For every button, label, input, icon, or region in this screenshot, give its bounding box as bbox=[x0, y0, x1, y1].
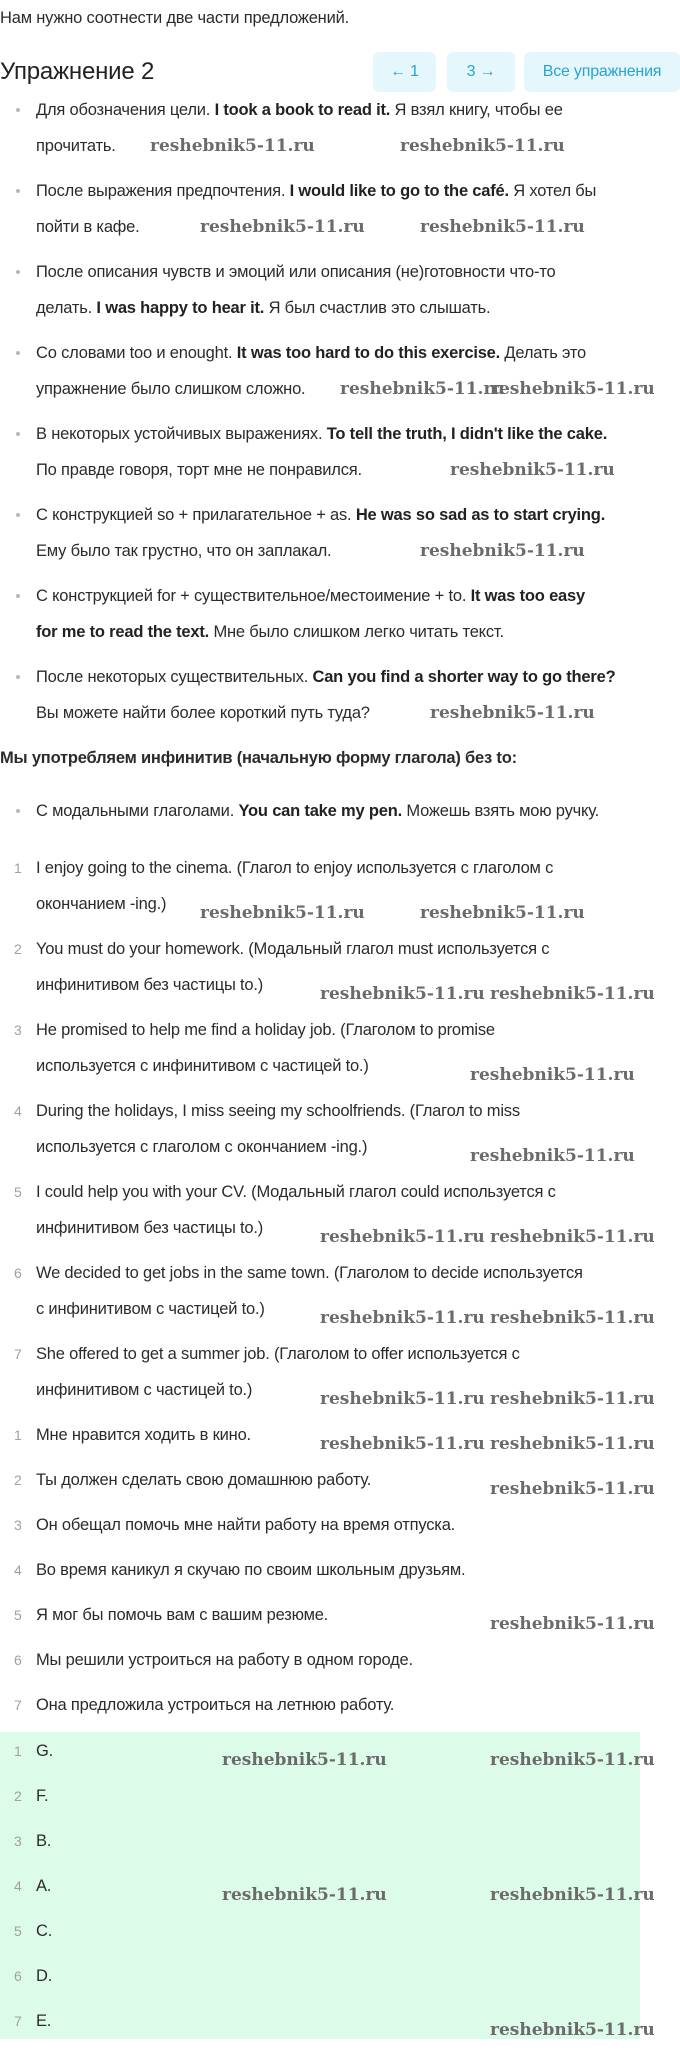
item-number: 4 bbox=[14, 1878, 22, 1894]
text-line bbox=[36, 209, 140, 245]
item-number: 3 bbox=[14, 1833, 22, 1849]
text-segment: используется с глаголом с окончанием -ing.) bbox=[36, 1138, 368, 1156]
example-sentence: You can take my pen. bbox=[238, 802, 402, 820]
text-line bbox=[36, 886, 166, 922]
item-number: 5 bbox=[14, 1184, 22, 1200]
text-segment: Делать это bbox=[500, 344, 587, 362]
text-segment: Для обозначения цели. bbox=[36, 101, 215, 119]
text-line bbox=[36, 1291, 265, 1327]
item-number: 2 bbox=[14, 1472, 22, 1488]
bullet-item bbox=[0, 659, 680, 731]
text-segment: Вы можете найти более короткий путь туда? bbox=[36, 704, 370, 722]
all-exercises-button[interactable]: Все упражнения bbox=[524, 52, 680, 92]
text-line bbox=[36, 1012, 495, 1048]
text-segment: После некоторых существительных. bbox=[36, 668, 313, 686]
numbered-item bbox=[0, 1823, 640, 1859]
item-number: 3 bbox=[14, 1517, 22, 1533]
watermark: reshebnik5-11.ru bbox=[470, 1065, 635, 1085]
text-segment: упражнение было слишком сложно. bbox=[36, 380, 306, 398]
bullet-item bbox=[0, 793, 680, 829]
text-segment: A. bbox=[36, 1877, 52, 1895]
bullet-dot-icon bbox=[16, 594, 20, 598]
numbered-item bbox=[0, 850, 680, 922]
text-line bbox=[36, 254, 555, 290]
bullet-dot-icon bbox=[16, 675, 20, 679]
text-segment: During the holidays, I miss seeing my schoolfriends. (Глагол to miss bbox=[36, 1102, 520, 1120]
text-line bbox=[36, 614, 504, 650]
text-segment: E. bbox=[36, 2012, 52, 2030]
item-number: 7 bbox=[14, 1697, 22, 1713]
numbered-item bbox=[0, 1868, 640, 1904]
text-line bbox=[36, 128, 116, 164]
bullet-item bbox=[0, 416, 680, 488]
text-segment: инфинитивом без частицы to.) bbox=[36, 976, 264, 994]
text-line bbox=[36, 2003, 51, 2039]
watermark: reshebnik5-11.ru bbox=[420, 903, 585, 923]
bullet-item bbox=[0, 335, 680, 407]
item-number: 4 bbox=[14, 1562, 22, 1578]
item-number: 2 bbox=[14, 1788, 22, 1804]
example-sentence: I would like to go to the café. bbox=[289, 182, 509, 200]
watermark: reshebnik5-11.ru bbox=[320, 1434, 485, 1454]
watermark: reshebnik5-11.ru bbox=[490, 2020, 655, 2040]
numbered-item bbox=[0, 1417, 680, 1453]
item-number: 4 bbox=[14, 1103, 22, 1119]
example-sentence: I was happy to hear it. bbox=[96, 299, 265, 317]
numbered-item bbox=[0, 1093, 680, 1165]
watermark: reshebnik5-11.ru bbox=[450, 460, 615, 480]
item-number: 6 bbox=[14, 1265, 22, 1281]
text-line bbox=[36, 578, 585, 614]
bullet-dot-icon bbox=[16, 351, 20, 355]
prev-exercise-button[interactable]: ← 1 bbox=[373, 52, 436, 92]
item-number: 1 bbox=[14, 1427, 22, 1443]
watermark: reshebnik5-11.ru bbox=[320, 984, 485, 1004]
bullet-item bbox=[0, 92, 680, 164]
watermark: reshebnik5-11.ru bbox=[320, 1227, 485, 1247]
text-segment: Можешь взять мою ручку. bbox=[401, 802, 600, 820]
watermark: reshebnik5-11.ru bbox=[490, 1227, 655, 1247]
next-exercise-button[interactable]: 3 → bbox=[447, 52, 515, 92]
text-segment: Я хотел бы bbox=[508, 182, 597, 200]
text-line bbox=[36, 1868, 51, 1904]
text-line bbox=[36, 290, 490, 326]
text-segment: используется с инфинитивом с частицей to.) bbox=[36, 1057, 369, 1075]
russian-translations-list bbox=[0, 1417, 680, 1723]
numbered-item bbox=[0, 2003, 640, 2039]
numbered-item bbox=[0, 1336, 680, 1408]
text-line bbox=[36, 850, 553, 886]
text-line bbox=[36, 1048, 369, 1084]
text-segment: You must do your homework. (Модальный глагол must используется с bbox=[36, 940, 550, 958]
numbered-item bbox=[0, 1778, 640, 1814]
text-segment: Он обещал помочь мне найти работу на время отпуска. bbox=[36, 1516, 456, 1534]
text-segment: I enjoy going to the cinema. (Глагол to enjoy используется с глаголом с bbox=[36, 859, 554, 877]
item-number: 7 bbox=[14, 1346, 22, 1362]
text-segment: делать. bbox=[36, 299, 97, 317]
watermark: reshebnik5-11.ru bbox=[200, 903, 365, 923]
watermark: reshebnik5-11.ru bbox=[320, 1389, 485, 1409]
text-segment: Ты должен сделать свою домашнюю работу. bbox=[36, 1471, 372, 1489]
numbered-item bbox=[0, 1255, 680, 1327]
numbered-item bbox=[0, 1012, 680, 1084]
text-line bbox=[36, 1417, 251, 1453]
bullet-dot-icon bbox=[16, 270, 20, 274]
text-line bbox=[36, 967, 263, 1003]
text-segment: Я взял книгу, чтобы ее bbox=[390, 101, 563, 119]
bullet-item bbox=[0, 173, 680, 245]
bullet-dot-icon bbox=[16, 189, 20, 193]
bullet-dot-icon bbox=[16, 809, 20, 813]
text-segment: Я был счастлив это слышать. bbox=[264, 299, 491, 317]
english-sentences-list bbox=[0, 850, 680, 1408]
text-segment: He promised to help me find a holiday job. (Глаголом to promise bbox=[36, 1021, 495, 1039]
answers-panel bbox=[0, 1732, 640, 2039]
text-segment: F. bbox=[36, 1787, 49, 1805]
text-segment: B. bbox=[36, 1832, 52, 1850]
text-line bbox=[36, 416, 607, 452]
text-segment: Мы решили устроиться на работу в одном городе. bbox=[36, 1651, 413, 1669]
text-segment: Ему было так грустно, что он заплакал. bbox=[36, 542, 332, 560]
text-line bbox=[36, 1174, 556, 1210]
watermark: reshebnik5-11.ru bbox=[490, 984, 655, 1004]
item-number: 1 bbox=[14, 860, 22, 876]
bullet-item bbox=[0, 497, 680, 569]
text-line bbox=[36, 371, 305, 407]
numbered-item bbox=[0, 1687, 680, 1723]
text-line bbox=[36, 1778, 48, 1814]
text-segment: D. bbox=[36, 1967, 53, 1985]
text-line bbox=[36, 659, 615, 695]
exercise-content bbox=[0, 92, 680, 2048]
item-number: 7 bbox=[14, 2013, 22, 2029]
text-line bbox=[36, 1129, 367, 1165]
bullet-dot-icon bbox=[16, 513, 20, 517]
numbered-item bbox=[0, 1507, 680, 1543]
text-line bbox=[36, 1642, 413, 1678]
watermark: reshebnik5-11.ru bbox=[490, 1614, 655, 1634]
watermark: reshebnik5-11.ru bbox=[420, 217, 585, 237]
text-line bbox=[36, 1093, 520, 1129]
item-number: 3 bbox=[14, 1022, 22, 1038]
numbered-item bbox=[0, 1733, 640, 1769]
watermark: reshebnik5-11.ru bbox=[470, 1146, 635, 1166]
text-line bbox=[36, 1255, 583, 1291]
text-segment: Мне было слишком легко читать текст. bbox=[209, 623, 504, 641]
text-line bbox=[36, 452, 362, 488]
text-segment: Во время каникул я скучаю по своим школьным друзьям. bbox=[36, 1561, 466, 1579]
watermark: reshebnik5-11.ru bbox=[340, 379, 505, 399]
watermark: reshebnik5-11.ru bbox=[200, 217, 365, 237]
text-segment: инфинитивом с частицей to.) bbox=[36, 1381, 253, 1399]
text-segment: We decided to get jobs in the same town. (Глаголом to decide используется bbox=[36, 1264, 583, 1282]
item-number: 5 bbox=[14, 1923, 22, 1939]
bullet-list-without-to bbox=[0, 793, 680, 829]
text-segment: С конструкцией so + прилагательное + as. bbox=[36, 506, 356, 524]
page-title: Упражнение 2 bbox=[0, 58, 155, 85]
example-sentence: He was so sad as to start crying. bbox=[355, 506, 606, 524]
bullet-dot-icon bbox=[16, 108, 20, 112]
numbered-item bbox=[0, 1597, 680, 1633]
numbered-item bbox=[0, 1174, 680, 1246]
text-segment: Мне нравится ходить в кино. bbox=[36, 1426, 251, 1444]
text-segment: С конструкцией for + существительное/местоимение + to. bbox=[36, 587, 471, 605]
text-line bbox=[36, 533, 331, 569]
example-sentence: To tell the truth, I didn't like the cake. bbox=[326, 425, 608, 443]
numbered-item bbox=[0, 1462, 680, 1498]
numbered-item bbox=[0, 1552, 680, 1588]
example-sentence: Can you find a shorter way to go there? bbox=[312, 668, 616, 686]
bullet-item bbox=[0, 254, 680, 326]
watermark: reshebnik5-11.ru bbox=[400, 136, 565, 156]
example-sentence: It was too hard to do this exercise. bbox=[236, 344, 501, 362]
text-line bbox=[36, 1823, 51, 1859]
watermark: reshebnik5-11.ru bbox=[420, 541, 585, 561]
watermark: reshebnik5-11.ru bbox=[490, 1885, 655, 1905]
text-segment: пойти в кафе. bbox=[36, 218, 140, 236]
text-segment: Со словами too и enought. bbox=[36, 344, 237, 362]
example-sentence: I took a book to read it. bbox=[214, 101, 391, 119]
item-number: 6 bbox=[14, 1968, 22, 1984]
text-segment: Я мог бы помочь вам с вашим резюме. bbox=[36, 1606, 329, 1624]
text-segment: С модальными глаголами. bbox=[36, 802, 239, 820]
text-line bbox=[36, 497, 605, 533]
bullet-item bbox=[0, 578, 680, 650]
text-line bbox=[36, 1336, 520, 1372]
text-line bbox=[36, 1210, 263, 1246]
intro-text: Нам нужно соотнести две части предложений. bbox=[0, 9, 350, 27]
item-number: 2 bbox=[14, 941, 22, 957]
text-segment: инфинитивом без частицы to.) bbox=[36, 1219, 264, 1237]
text-line bbox=[36, 1507, 455, 1543]
watermark: reshebnik5-11.ru bbox=[150, 136, 315, 156]
text-line bbox=[36, 173, 596, 209]
watermark: reshebnik5-11.ru bbox=[490, 1308, 655, 1328]
text-line bbox=[36, 1462, 371, 1498]
text-line bbox=[36, 1597, 328, 1633]
example-sentence: for me to read the text. bbox=[36, 623, 210, 641]
numbered-item bbox=[0, 1958, 640, 1994]
bullet-list-with-to bbox=[0, 92, 680, 731]
item-number: 6 bbox=[14, 1652, 22, 1668]
text-segment: прочитать. bbox=[36, 137, 116, 155]
text-segment: G. bbox=[36, 1742, 54, 1760]
watermark: reshebnik5-11.ru bbox=[490, 1479, 655, 1499]
text-line bbox=[36, 1372, 252, 1408]
item-number: 5 bbox=[14, 1607, 22, 1623]
text-line bbox=[36, 931, 549, 967]
text-line bbox=[36, 1913, 52, 1949]
text-line bbox=[36, 1687, 394, 1723]
watermark: reshebnik5-11.ru bbox=[430, 703, 595, 723]
item-number: 1 bbox=[14, 1743, 22, 1759]
text-segment: She offered to get a summer job. (Глаголом to offer используется с bbox=[36, 1345, 520, 1363]
text-segment: окончанием -ing.) bbox=[36, 895, 167, 913]
text-segment: I could help you with your CV. (Модальный глагол could используется с bbox=[36, 1183, 556, 1201]
text-line bbox=[36, 793, 599, 829]
watermark: reshebnik5-11.ru bbox=[490, 1389, 655, 1409]
example-sentence: It was too easy bbox=[470, 587, 585, 605]
numbered-item bbox=[0, 1913, 640, 1949]
watermark: reshebnik5-11.ru bbox=[490, 1750, 655, 1770]
watermark: reshebnik5-11.ru bbox=[222, 1885, 387, 1905]
text-segment: Она предложила устроиться на летнюю работу. bbox=[36, 1696, 395, 1714]
text-segment: с инфинитивом с частицей to.) bbox=[36, 1300, 265, 1318]
text-line bbox=[36, 1733, 53, 1769]
text-line bbox=[36, 695, 370, 731]
text-line bbox=[36, 92, 563, 128]
text-segment: По правде говоря, торт мне не понравился. bbox=[36, 461, 362, 479]
text-line bbox=[36, 1958, 52, 1994]
section-heading: Мы употребляем инфинитив (начальную форму глагола) без to: bbox=[0, 749, 517, 767]
text-line bbox=[36, 1552, 465, 1588]
bullet-dot-icon bbox=[16, 432, 20, 436]
watermark: reshebnik5-11.ru bbox=[490, 379, 655, 399]
text-segment: В некоторых устойчивых выражениях. bbox=[36, 425, 327, 443]
text-line bbox=[36, 335, 586, 371]
numbered-item bbox=[0, 1642, 680, 1678]
text-segment: C. bbox=[36, 1922, 53, 1940]
watermark: reshebnik5-11.ru bbox=[222, 1750, 387, 1770]
watermark: reshebnik5-11.ru bbox=[320, 1308, 485, 1328]
text-segment: После описания чувств и эмоций или описания (не)готовности что-то bbox=[36, 263, 556, 281]
text-segment: После выражения предпочтения. bbox=[36, 182, 290, 200]
watermark: reshebnik5-11.ru bbox=[490, 1434, 655, 1454]
numbered-item bbox=[0, 931, 680, 1003]
